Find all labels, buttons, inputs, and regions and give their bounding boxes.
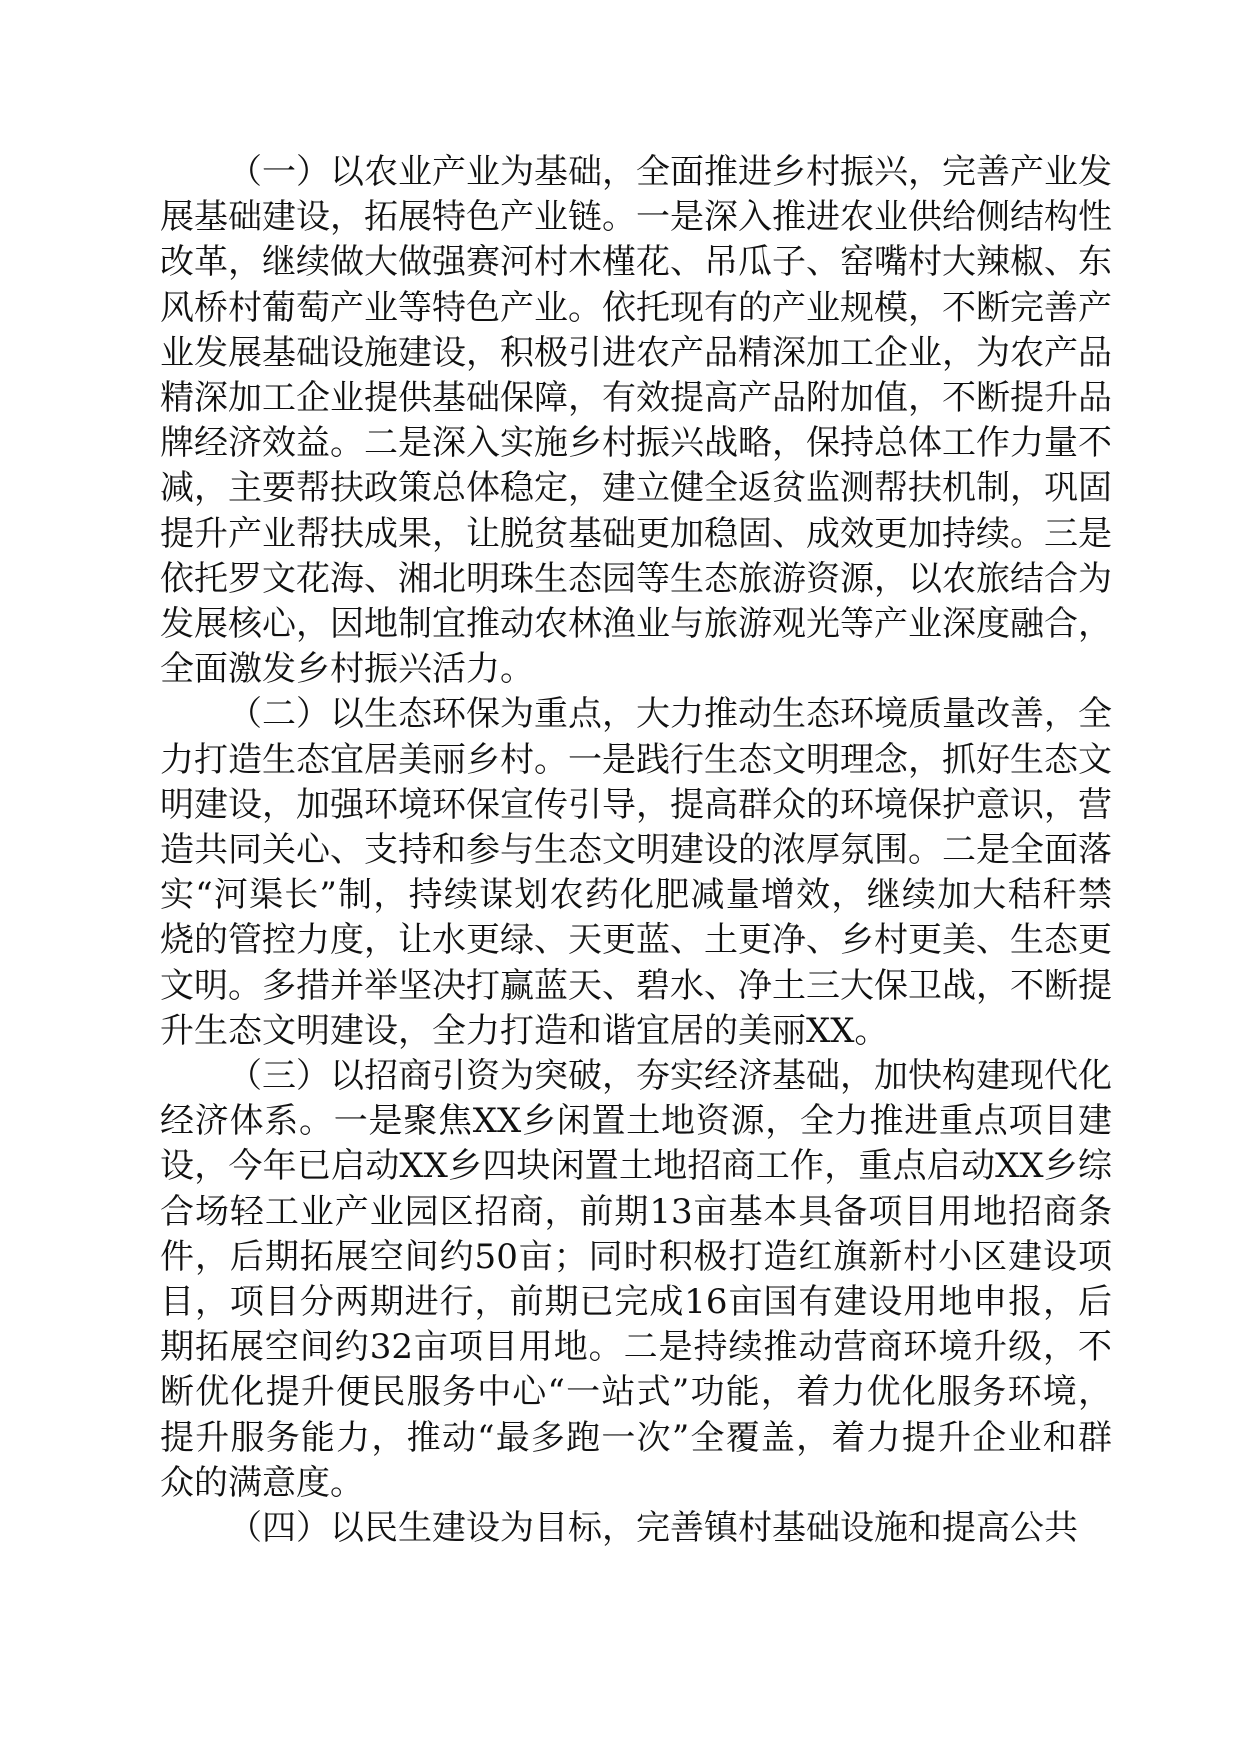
paragraph-investment: （三）以招商引资为突破，夯实经济基础，加快构建现代化经济体系。一是聚焦XX乡闲置土地资源，全力推进重点项目建设，今年已启动XX乡四块闲置土地招商工作，重点启动XX乡综合场轻工业产业园区招商，前期13亩基本具备项目用地招商条件，后期拓展空间约50亩；同时积极打造红旗新村小区建设项目，项目分两期进行，前期已完成16亩国有建设用地申报，后期拓展空间约32亩项目用地。二是持续推动营商环境升级，不断优化提升便民服务中心“一站式”功能，着力优化服务环境，提升服务能力，推动“最多跑一次”全覆盖，着力提升企业和群众的满意度。	[160, 1056, 1112, 1503]
paragraph-agriculture: （一）以农业产业为基础，全面推进乡村振兴，完善产业发展基础建设，拓展特色产业链。一是深入推进农业供给侧结构性改革，继续做大做强赛河村木槿花、吊瓜子、窑嘴村大辣椒、东风桥村葡萄产业等特色产业。依托现有的产业规模，不断完善产业发展基础设施建设，积极引进农产品精深加工企业，为农产品精深加工企业提供基础保障，有效提高产品附加值，不断提升品牌经济效益。二是深入实施乡村振兴战略，保持总体工作力量不减，主要帮扶政策总体稳定，建立健全返贫监测帮扶机制，巩固提升产业帮扶成果，让脱贫基础更加稳固、成效更加持续。三是依托罗文花海、湘北明珠生态园等生态旅游资源，以农旅结合为发展核心，因地制宜推动农林渔业与旅游观光等产业深度融合，全面激发乡村振兴活力。	[160, 152, 1112, 690]
paragraph-ecology: （二）以生态环保为重点，大力推动生态环境质量改善，全力打造生态宜居美丽乡村。一是践行生态文明理念，抓好生态文明建设，加强环境环保宣传引导，提高群众的环境保护意识，营造共同关心、支持和参与生态文明建设的浓厚氛围。二是全面落实“河渠长”制，持续谋划农药化肥减量增效，继续加大秸秆禁烧的管控力度，让水更绿、天更蓝、土更净、乡村更美、生态更文明。多措并举坚决打赢蓝天、碧水、净土三大保卫战，不断提升生态文明建设，全力打造和谐宜居的美丽XX。	[160, 694, 1112, 1051]
paragraph-livelihood: （四）以民生建设为目标，完善镇村基础设施和提高公共	[228, 1508, 1078, 1549]
document-body	[160, 150, 1112, 1551]
